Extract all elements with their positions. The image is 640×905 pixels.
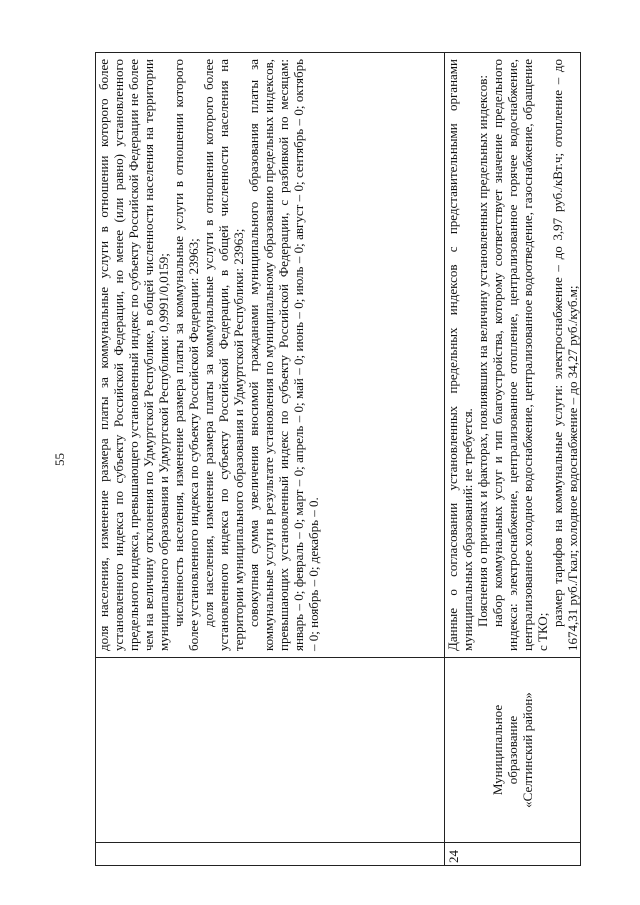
details-cell [96, 53, 445, 658]
paragraph: размер тарифов на коммунальные услуги: электроснабжение – до 3,97 руб./кВт.ч; отопление – до 1674,31 руб./Гкал; холодное водоснабжение – до 34,27 руб./куб.м; [550, 59, 580, 651]
row-number [96, 843, 445, 866]
rotated-page [52, 53, 592, 866]
municipality-line: Муниципальное [490, 704, 505, 796]
municipality-cell [445, 658, 581, 843]
paragraph: совокупная сумма увеличения вносимой гражданами муниципального образования платы за коммунальные услуги в результате установления по муниципальному образованию предельных индексов, превышающих установленный индекс по субъекту Российской Федерации, с разбивкой по месяцам: январь – 0; февраль – 0; март – 0; апрель – 0; май – 0; июнь – 0; июль – 0; август – 0; сентябрь – 0; октябрь – 0; ноябрь – 0; декабрь – 0. [246, 59, 321, 651]
municipality-line: «Селтинский район» [520, 692, 535, 808]
details-cell [445, 53, 581, 658]
paragraph: набор коммунальных услуг и тип благоустройства, которому соответствует значение предельного индекса: электроснабжение, централизованное отопление, централизованное горячее водоснабжение, централизованное холодное водоснабжение, централизованное водоотведение, газоснабжение, обращение с ТКО; [490, 59, 550, 651]
page-number: 55 [52, 453, 67, 466]
paragraph: численность населения, изменение размера платы за коммунальные услуги в отношении которого более установленного индекса по субъекту Российской Федерации: 23963; [171, 59, 201, 651]
row-number: 24 [445, 843, 581, 866]
index-table [95, 52, 581, 866]
table-row [96, 53, 445, 866]
paragraph: Данные о согласовании установленных предельных индексов с представительными органами муниципальных образований: не требуется. [445, 59, 475, 651]
municipality-cell [96, 658, 445, 843]
paragraph: доля населения, изменение размера платы за коммунальные услуги в отношении которого более установленного индекса по субъекту Российской Федерации, но менее (или равно) установленного предельного индекса, превышающего установленный индекс по субъекту Российской Федерации не более чем на величину отклонения по Удмуртской Республике, в общей численности населения на территории муниципального образования и Удмуртской Республики: 0,9991/0,0159; [96, 59, 171, 651]
municipality-line: образование [505, 715, 520, 785]
paragraph: доля населения, изменение размера платы за коммунальные услуги в отношении которого более установленного индекса по субъекту Российской Федерации, в общей численности населения на территории муниципального образования и Удмуртской Республики: 23963; [201, 59, 246, 651]
paragraph: Пояснения о причинах и факторах, повлиявших на величину установленных предельных индексов: [475, 75, 490, 627]
table-row [445, 53, 581, 866]
